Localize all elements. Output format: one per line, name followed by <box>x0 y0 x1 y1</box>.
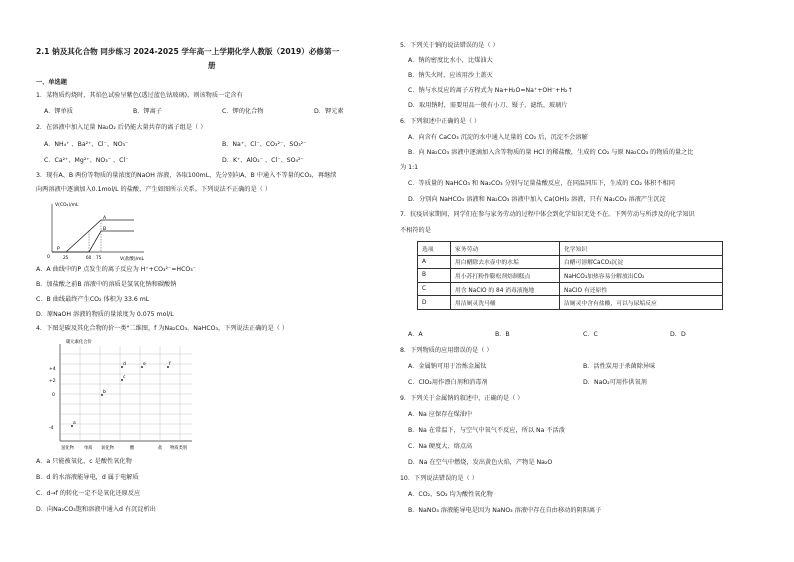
table-cell: C <box>418 282 451 296</box>
graph3-tick-60: 60 <box>86 255 92 260</box>
q3-option-c: C．B 曲线最终产生CO₂ 体积为 33.6 mL <box>36 296 150 303</box>
graph3-origin: 0 <box>47 255 50 260</box>
q7-option-c: C．C <box>583 331 598 338</box>
table-row <box>418 255 723 269</box>
graph4-point-f: f <box>169 362 171 367</box>
q8-option-a: A．金属钠可用于冶炼金属钛 <box>408 363 487 370</box>
q7-option-b: B．B <box>495 331 510 338</box>
q5-stem: 5．下列关于钠的说法错误的是（ ） <box>400 42 499 49</box>
q3-option-a: A．A 曲线中的P 点发生的离子反应为 H⁺+CO₃²⁻=HCO₃⁻ <box>36 266 197 273</box>
q3-option-b: B．加盐酸之前B 溶液中的溶质是氢氧化钠和碳酸钠 <box>36 281 177 288</box>
carbon-valence-diagram <box>46 338 206 452</box>
table-row <box>418 269 723 283</box>
graph4-point-c: c <box>123 375 126 380</box>
q6-option-d: D．分别向 NaHCO₃ 溶液和 Na₂CO₃ 溶液中加入 Ca(OH)₂ 溶液，只有 Na₂CO₃ 溶液产生沉淀 <box>408 196 666 203</box>
q5-option-d: D．取用钠时，需要用品一般有小刀、镊子、滤纸、玻璃片 <box>408 102 568 109</box>
table-header-cell: 家务劳动 <box>451 242 560 256</box>
graph3-label-p: P <box>57 247 60 252</box>
graph3-curve-b <box>52 231 134 252</box>
q9-option-b: B．Na 在常温下，与空气中氧气不反应，所以 Na 不活泼 <box>408 427 565 434</box>
q9-stem: 9．下列关于金属钠的叙述中，正确的是（ ） <box>400 395 524 402</box>
q4-option-b: B．d 的水溶液能导电，d 属于电解质 <box>36 474 139 481</box>
q2-option-d: D．K⁺、AlO₂⁻ 、Cl⁻、SO₄²⁻ <box>222 157 304 164</box>
graph3-x-label: V(盐酸)/mL <box>120 257 144 262</box>
table-cell: A <box>418 255 451 269</box>
table-cell: D <box>418 296 451 310</box>
graph4-x-label: 物质类别 <box>170 446 188 451</box>
q6-option-b-line2: 为 1:1 <box>400 164 419 171</box>
q9-option-d: D．Na 在空气中燃烧，发出黄色火焰，产物是 Na₂O <box>408 459 553 466</box>
graph4-ytick-minus4: -4 <box>49 426 54 431</box>
graph4-x-acid: 酸 <box>130 446 135 451</box>
q4-option-d: D．向Na₂CO₃饱和溶液中通入d 有沉淀析出 <box>36 506 156 513</box>
graph4-point-e: e <box>143 362 146 367</box>
table-header-cell: 化学知识 <box>560 242 723 256</box>
table-cell: 用小苏打粉作膨松剂焙制糕点 <box>451 269 560 283</box>
q6-option-b-line1: B．向 Na₂CO₃ 溶液中逐滴加入含等物质的量 HCl 的稀盐酸，生成的 CO₂ 与原 Na₂CO₃ 的物质的量之比 <box>408 149 694 156</box>
q6-option-c: C．等质量的 NaHCO₃ 和 Na₂CO₃ 分别与足量盐酸反应，在同温同压下，生成的 CO₂ 体积不相同 <box>408 180 675 187</box>
table-cell: 洁厕灵中含有盐酸，可以与尿垢反应 <box>560 296 723 310</box>
q5-option-c: C．钠与水反应的离子方程式为 Na+H₂O=Na⁺+OH⁻+H₂↑ <box>408 87 573 94</box>
q10-option-a: A．CO₂、SO₂ 均为酸性氧化物 <box>408 491 493 498</box>
graph4-ytick-0: 0 <box>52 393 55 398</box>
graph3-tick-75: 75 <box>96 255 102 260</box>
q2-option-c: C．Ca²⁺、Mg²⁺、NO₃⁻ 、Cl⁻ <box>44 157 129 164</box>
graph3-label-a: A <box>103 216 107 221</box>
graph3-curve-a <box>52 220 134 252</box>
q8-option-b: B．活性炭用于杀菌除异味 <box>583 363 656 370</box>
q9-option-a: A．Na 应保存在煤油中 <box>408 411 473 418</box>
section-heading: 一、单选题 <box>36 79 67 86</box>
q7-option-a: A．A <box>408 331 423 338</box>
q7-option-d: D．D <box>670 331 686 338</box>
q7-stem-line2: 不相符的是 <box>400 227 431 234</box>
co2-hcl-graph <box>44 198 148 262</box>
table-cell: 用白醋除去水壶中的水垢 <box>451 255 560 269</box>
q1-stem: 1．某物质灼烧时，其焰色试验呈紫色(透过蓝色钴玻璃)，则该物质一定含有 <box>36 92 243 99</box>
q2-option-a: A．NH₄⁺ 、Ba²⁺、Cl⁻、NO₃⁻ <box>44 141 129 148</box>
table-header-cell: 选项 <box>418 242 451 256</box>
table-cell: 用含 NaClO 的 84 消毒液拖地 <box>451 282 560 296</box>
graph4-x-element: 单质 <box>84 446 93 451</box>
table-cell: NaClO 有还原性 <box>560 282 723 296</box>
q8-stem: 8．下列物质的应用错误的是（ ） <box>400 347 493 354</box>
table-row <box>418 296 723 310</box>
q4-option-a: A．a 只能被氧化，c 是酸性氧化物 <box>36 458 132 465</box>
table-cell: B <box>418 269 451 283</box>
q8-option-d: D．NaO₂可用作供氧剂 <box>583 379 647 386</box>
q7-stem-line1: 7．抗疫居家期间，同学们在参与家务劳动的过程中体会到化学知识无处不在。下列劳动与所涉及的化学知识 <box>400 211 695 218</box>
chemistry-table <box>417 241 723 310</box>
table-header-row <box>418 242 723 256</box>
graph4-x-oxide: 氧化物 <box>101 446 114 451</box>
table-cell: 用洁厕灵洗马桶 <box>451 296 560 310</box>
doc-title-line2: 册 <box>208 61 216 70</box>
q1-option-a: A．钾单质 <box>44 108 73 115</box>
table-cell: NaHCO₃加热容易分解放出CO₂ <box>560 269 723 283</box>
graph3-y-label: V(CO₂)/mL <box>55 203 79 208</box>
q5-option-a: A．钠的密度比水小，比煤油大 <box>408 57 493 64</box>
q3-stem-line1: 3．现有A、B 两份等物质的量浓度的NaOH 溶液，各取100mL，先分别向A、B 中通入不等量的CO₂，再继续 <box>36 172 337 179</box>
q8-option-c: C．ClO₂用作漂白剂和消毒剂 <box>408 379 488 386</box>
q3-stem-line2: 向两溶液中逐滴加入0.1mol/L 的盐酸，产生如图所示关系。下列说法不正确的是（ ） <box>36 186 272 193</box>
q10-option-b: B．NaNO₃ 溶液能导电是因为 NaNO₃ 溶液中存在自由移动的阴阳离子 <box>408 507 602 514</box>
q4-option-c: C．d→f 的转化一定不是氧化还原反应 <box>36 490 141 497</box>
q10-stem: 10．下列说法错误的是（ ） <box>400 475 478 482</box>
graph4-ytick-plus4: +4 <box>49 367 56 372</box>
q2-stem: 2．在溶液中加入足量 Na₂O₂ 后仍能大量共存的离子组是（ ） <box>36 124 207 131</box>
q3-option-d: D．原NaOH 溶液的物质的量浓度为 0.075 mol/L <box>36 311 174 318</box>
graph4-x-salt: 盐 <box>158 446 163 451</box>
graph3-label-b: B <box>103 227 107 232</box>
q6-option-a: A．向含有 CaCO₃ 沉淀的水中通入足量的 CO₂ 后，沉淀不会溶解 <box>408 134 588 141</box>
table-row <box>418 282 723 296</box>
graph4-point-b: b <box>103 390 106 395</box>
q9-option-c: C．Na 硬度大、熔点高 <box>408 443 473 450</box>
q1-option-b: B．钾离子 <box>133 108 162 115</box>
graph4-point-d: d <box>123 362 126 367</box>
q1-option-d: D．钾元素 <box>314 108 344 115</box>
graph4-y-label: 碳元素化合价 <box>66 340 92 345</box>
q2-option-b: B．Na⁺、Cl⁻、CO₃²⁻、SO₃²⁻ <box>222 141 307 148</box>
q5-option-b: B．钠失火时，应该用沙土盖灭 <box>408 72 493 79</box>
q4-stem: 4．下图是碳及其化合物的价一类"二维图，f 为Na₂CO₃、NaHCO₃，下列说法正确的是（ ） <box>36 325 289 332</box>
table-cell: 白醋可溶解CaCO₃沉淀 <box>560 255 723 269</box>
q1-option-c: C．钾的化合物 <box>222 108 264 115</box>
graph3-tick-25: 25 <box>63 255 69 260</box>
graph4-point-a: a <box>73 421 76 426</box>
doc-title: 2.1 钠及其化合物 同步练习 2024-2025 学年高一上学期化学人教版（2019）必修第一 <box>36 47 340 56</box>
graph4-ytick-plus2: +2 <box>49 379 56 384</box>
graph4-x-hydride: 氢化物 <box>61 446 74 451</box>
q6-stem: 6．下列叙述中正确的是（ ） <box>400 118 481 125</box>
